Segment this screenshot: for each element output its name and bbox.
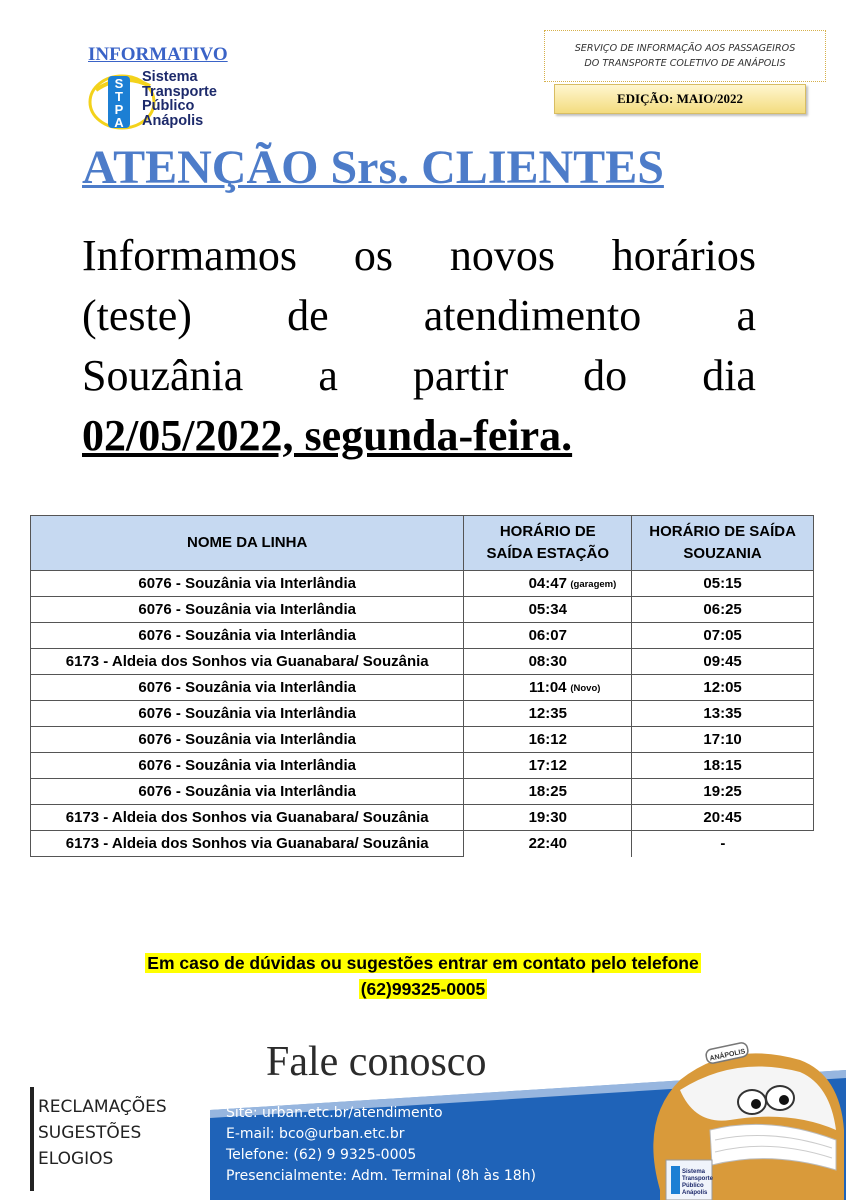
table-row <box>31 779 814 805</box>
logo-wordmark <box>142 70 217 128</box>
table-row <box>31 649 814 675</box>
notice-word: dia <box>702 351 756 400</box>
logo-letter-a: A <box>114 115 124 130</box>
logo-word: Sistema <box>142 69 198 85</box>
station-time: 08:30 <box>528 653 567 670</box>
contact-phone: (62)99325-0005 <box>360 979 486 999</box>
logo-word: Anápolis <box>142 112 204 129</box>
notice-line-1 <box>82 226 756 286</box>
station-time-cell <box>464 779 632 805</box>
souzania-time-cell: 07:05 <box>632 623 814 649</box>
logo-letter-t: T <box>115 89 123 104</box>
table-row <box>31 675 814 701</box>
souzania-time-cell: - <box>720 835 726 853</box>
station-time-cell <box>464 675 632 701</box>
logo-word: Público <box>142 98 195 114</box>
phone-text: Telefone: (62) 9 9325-0005 <box>226 1147 417 1163</box>
souzania-time-cell: 20:45 <box>632 805 814 831</box>
mascot-logo-word: Público <box>682 1183 704 1189</box>
header-text: HORÁRIO DE <box>499 523 596 540</box>
notice-title: ATENÇÃO Srs. CLIENTES <box>82 141 664 194</box>
line-name-cell: 6076 - Souzânia via Interlândia <box>31 571 464 597</box>
mascot-logo-word: Sistema <box>682 1169 706 1175</box>
table-row <box>31 597 814 623</box>
fale-conosco-title: Fale conosco <box>266 1039 487 1085</box>
bus-mascot-illustration <box>640 1030 846 1200</box>
station-time: 05:34 <box>528 601 567 618</box>
souzania-time-cell: 19:25 <box>632 779 814 805</box>
station-time: 12:35 <box>528 705 567 722</box>
notice-line-2 <box>82 286 756 346</box>
table-row <box>31 701 814 727</box>
schedule-table <box>30 515 814 857</box>
header-station-time <box>464 516 632 571</box>
service-info-box <box>544 30 826 82</box>
station-time-cell <box>464 805 632 831</box>
header-text: SAÍDA ESTAÇÃO <box>486 545 610 562</box>
table-row <box>31 805 814 831</box>
station-time: 19:30 <box>528 809 567 826</box>
notice-body <box>82 226 756 466</box>
line-name-cell: 6173 - Aldeia dos Sonhos via Guanabara/ Souzânia <box>31 831 464 857</box>
station-time: 16:12 <box>528 731 567 748</box>
souzania-time-cell: 18:15 <box>632 753 814 779</box>
notice-word: Souzânia <box>82 351 244 400</box>
station-time: 04:47 <box>528 575 567 592</box>
logo-word: Transporte <box>142 83 217 100</box>
service-line: DO TRANSPORTE COLETIVO DE ANÁPOLIS <box>584 58 786 69</box>
category-item: ELOGIOS <box>38 1149 114 1169</box>
table-row <box>31 727 814 753</box>
logo-letter-s: S <box>114 76 124 91</box>
notice-word: atendimento <box>423 291 642 340</box>
header-text: HORÁRIO DE SAÍDA <box>649 523 796 540</box>
souzania-time-cell: 12:05 <box>632 675 814 701</box>
station-time-cell <box>464 831 632 857</box>
mascot-logo-word: Anápolis <box>682 1190 708 1196</box>
in-person-text: Presencialmente: Adm. Terminal (8h às 18h) <box>226 1168 537 1184</box>
notice-word: a <box>736 291 756 340</box>
station-time-cell <box>464 623 632 649</box>
station-time: 06:07 <box>528 627 567 644</box>
header-line-name: NOME DA LINHA <box>31 516 464 571</box>
site-link[interactable]: Site: urban.etc.br/atendimento <box>226 1105 443 1121</box>
line-name-cell: 6076 - Souzânia via Interlândia <box>31 727 464 753</box>
souzania-time-cell: 06:25 <box>632 597 814 623</box>
notice-word: do <box>583 351 628 400</box>
line-name-cell: 6076 - Souzânia via Interlândia <box>31 701 464 727</box>
header-souzania-time <box>632 516 814 571</box>
line-name-cell: 6076 - Souzânia via Interlândia <box>31 597 464 623</box>
table-row <box>31 623 814 649</box>
station-time-cell <box>464 753 632 779</box>
email-link[interactable]: E-mail: bco@urban.etc.br <box>226 1126 405 1142</box>
time-note: (Novo) <box>570 683 601 694</box>
informativo-label: INFORMATIVO <box>88 44 228 65</box>
notice-word: Informamos <box>82 231 298 280</box>
line-name-cell: 6076 - Souzânia via Interlândia <box>31 675 464 701</box>
station-time-cell <box>464 597 632 623</box>
category-item: SUGESTÕES <box>38 1123 142 1143</box>
station-time: 17:12 <box>528 757 567 774</box>
footer-divider <box>30 1087 34 1191</box>
notice-word: de <box>287 291 329 340</box>
contact-line: Em caso de dúvidas ou sugestões entrar em contato pelo telefone <box>147 953 699 973</box>
notice-date: 02/05/2022, segunda-feira. <box>82 411 573 460</box>
notice-date-line <box>82 406 756 466</box>
edition-badge: EDIÇÃO: MAIO/2022 <box>554 84 806 114</box>
notice-word: horários <box>611 231 756 280</box>
table-row <box>31 571 814 597</box>
souzania-time-cell: 17:10 <box>632 727 814 753</box>
time-note: (garagem) <box>570 579 617 590</box>
station-time: 18:25 <box>528 783 567 800</box>
notice-word: a <box>318 351 338 400</box>
logo-letter-p: P <box>114 102 124 117</box>
notice-word: (teste) <box>82 291 192 340</box>
souzania-time-cell: 09:45 <box>632 649 814 675</box>
notice-line-3 <box>82 346 756 406</box>
station-time-cell <box>464 649 632 675</box>
station-time-cell <box>464 571 632 597</box>
contact-channels <box>226 1103 536 1187</box>
line-name-cell: 6076 - Souzânia via Interlândia <box>31 623 464 649</box>
station-time-cell <box>464 727 632 753</box>
line-name-cell: 6076 - Souzânia via Interlândia <box>31 753 464 779</box>
notice-word: partir <box>412 351 509 400</box>
souzania-time-cell: 13:35 <box>632 701 814 727</box>
service-line: SERVIÇO DE INFORMAÇÃO AOS PASSAGEIROS <box>574 43 796 54</box>
station-time-cell <box>464 701 632 727</box>
station-time: 11:04 <box>528 679 567 696</box>
header-text: SOUZANIA <box>683 545 762 562</box>
category-item: RECLAMAÇÕES <box>38 1097 167 1117</box>
notice-word: os <box>353 231 394 280</box>
mascot-logo-word: Transporte <box>682 1176 714 1182</box>
line-name-cell: 6173 - Aldeia dos Sonhos via Guanabara/ Souzânia <box>31 805 464 831</box>
line-name-cell: 6076 - Souzânia via Interlândia <box>31 779 464 805</box>
mascot-plate-text: ANÁPOLIS <box>709 1048 746 1063</box>
line-name-cell: 6173 - Aldeia dos Sonhos via Guanabara/ Souzânia <box>31 649 464 675</box>
table-row <box>31 831 814 857</box>
souzania-time-cell: 05:15 <box>632 571 814 597</box>
contact-notice <box>0 950 846 1002</box>
feedback-categories <box>38 1094 167 1172</box>
station-time: 22:40 <box>528 835 567 853</box>
notice-word: novos <box>449 231 555 280</box>
table-header-row <box>31 516 814 571</box>
table-row <box>31 753 814 779</box>
